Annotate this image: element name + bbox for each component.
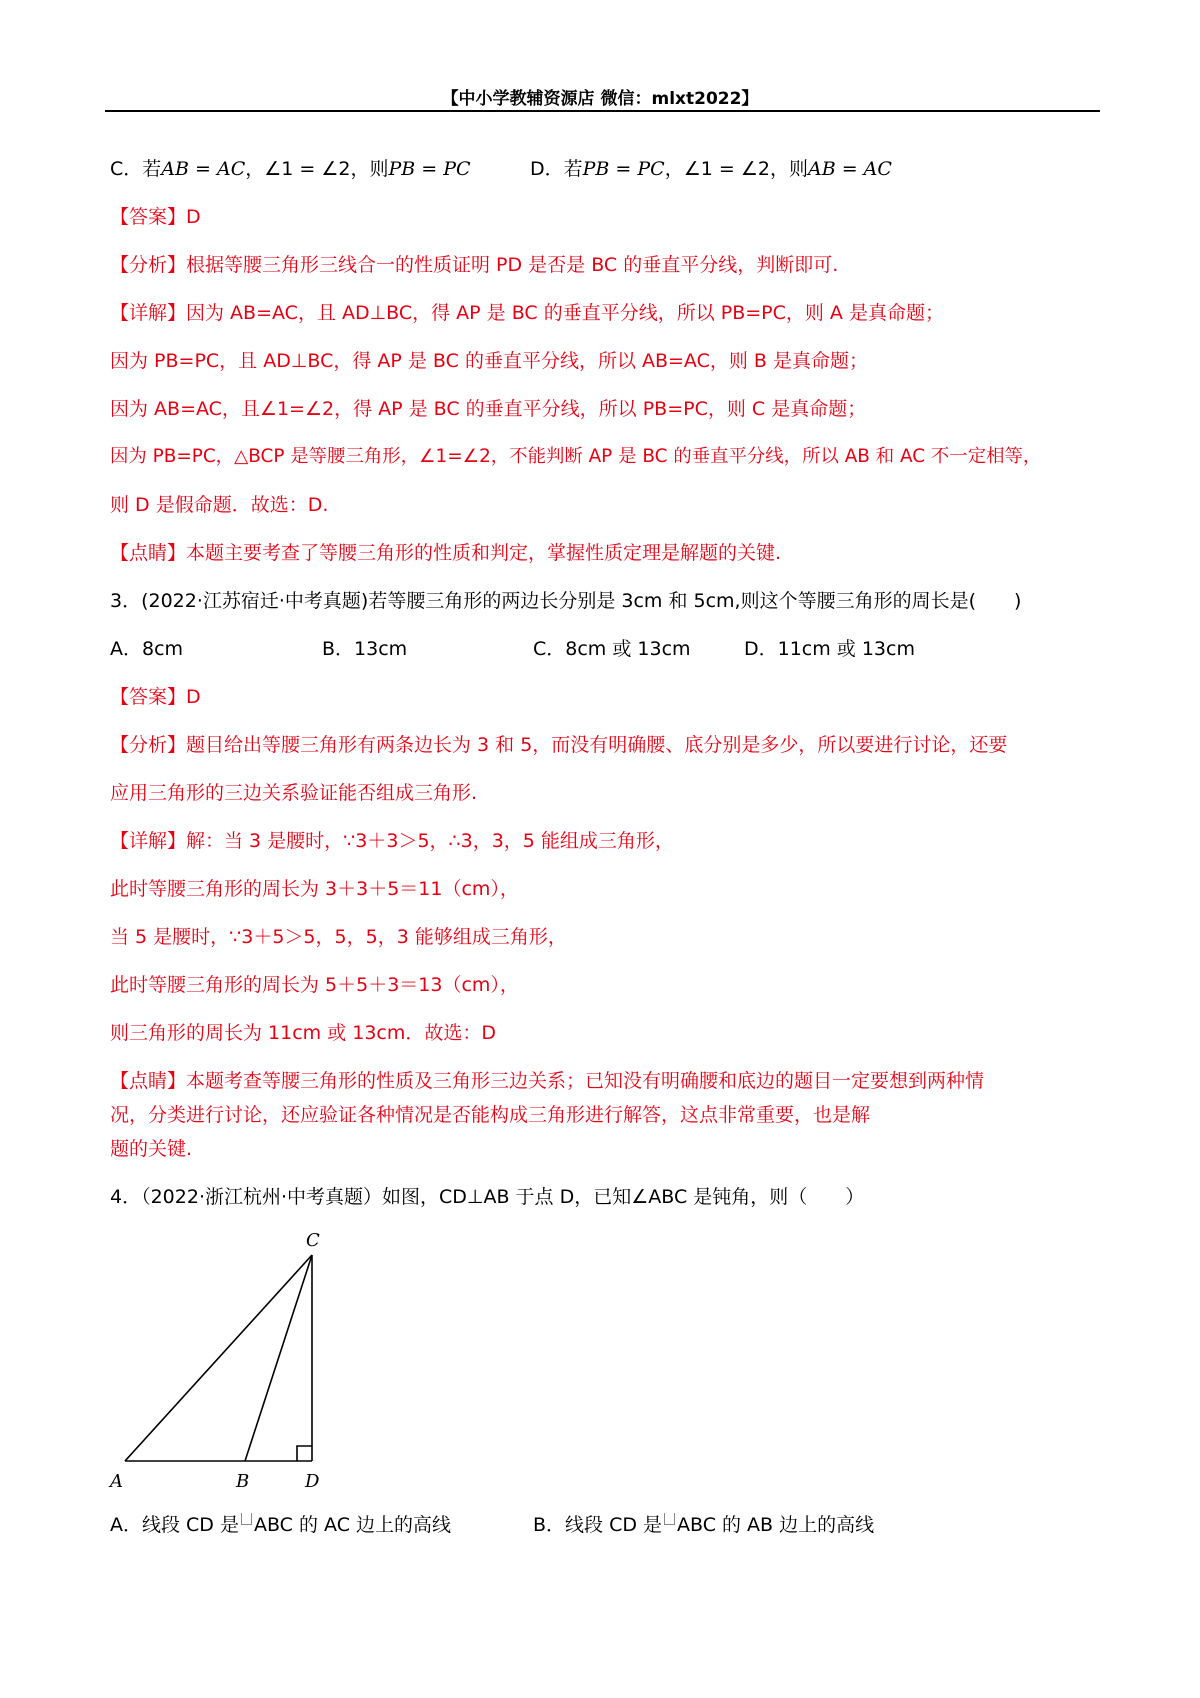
q2-option-d: D．若PB = PC，∠1 = ∠2，则AB = AC bbox=[530, 158, 892, 180]
q2-detail-4: 因为 PB=PC，△BCP 是等腰三角形，∠1=∠2，不能判断 AP 是 BC 的垂直平分线，所以 AB 和 AC 不一定相等， bbox=[110, 446, 1042, 467]
q2-detail-1: 【详解】因为 AB=AC，且 AD⊥BC，得 AP 是 BC 的垂直平分线，所以 PB=PC，则 A 是真命题； bbox=[110, 302, 944, 324]
q3-option-a: A．8cm bbox=[110, 638, 184, 660]
q2-analysis: 【分析】根据等腰三角形三线合一的性质证明 PD 是否是 BC 的垂直平分线，判断即可. bbox=[110, 254, 839, 276]
q2-option-c: C．若AB = AC，∠1 = ∠2，则PB = PC bbox=[110, 158, 471, 180]
q2-detail-3: 因为 AB=AC，且∠1=∠2，得 AP 是 BC 的垂直平分线，所以 PB=PC，则 C 是真命题； bbox=[110, 398, 867, 420]
q2-detail-2: 因为 PB=PC，且 AD⊥BC，得 AP 是 BC 的垂直平分线，所以 AB=AC，则 B 是真命题； bbox=[110, 350, 868, 372]
label-c: C bbox=[306, 1230, 320, 1251]
page-header: 【中小学教辅资源店 微信：mlxt2022】 bbox=[441, 89, 759, 109]
q3-detail-4: 此时等腰三角形的周长为 5＋5＋3＝13（cm）， bbox=[110, 974, 519, 996]
q3-comment-3: 题的关键. bbox=[110, 1138, 193, 1160]
q2-answer: 【答案】D bbox=[110, 206, 201, 228]
q3-stem: 3．(2022·江苏宿迁·中考真题)若等腰三角形的两边长分别是 3cm 和 5cm,则这个等腰三角形的周长是( ) bbox=[110, 590, 1022, 612]
q3-comment-2: 况，分类进行讨论，还应验证各种情况是否能构成三角形进行解答，这点非常重要，也是解 bbox=[110, 1104, 871, 1126]
label-d: D bbox=[305, 1471, 320, 1492]
q3-detail-5: 则三角形的周长为 11cm 或 13cm．故选：D bbox=[110, 1022, 497, 1044]
q3-option-c: C．8cm 或 13cm bbox=[533, 638, 691, 660]
q4-stem: 4．（2022·浙江杭州·中考真题）如图，CD⊥AB 于点 D，已知∠ABC 是钝角，则（ ） bbox=[110, 1186, 865, 1208]
q4-option-a: A．线段 CD 是 ABC 的 AC 边上的高线 bbox=[110, 1514, 451, 1536]
q2-comment: 【点睛】本题主要考查了等腰三角形的性质和判定，掌握性质定理是解题的关键. bbox=[110, 542, 782, 564]
q3-option-b: B．13cm bbox=[322, 638, 408, 660]
right-angle-mark bbox=[297, 1446, 312, 1461]
q3-detail-2: 此时等腰三角形的周长为 3＋3＋5＝11（cm）， bbox=[110, 878, 519, 900]
q3-comment-1: 【点睛】本题考查等腰三角形的性质及三角形三边关系；已知没有明确腰和底边的题目一定要想到两种情 bbox=[110, 1070, 985, 1092]
label-b: B bbox=[236, 1471, 250, 1492]
label-a: A bbox=[110, 1471, 123, 1492]
q3-analysis-1: 【分析】题目给出等腰三角形有两条边长为 3 和 5，而没有明确腰、底分别是多少，所以要进行讨论，还要 bbox=[110, 734, 1008, 756]
triangle-symbol-icon bbox=[664, 1513, 675, 1525]
q3-option-d: D．11cm 或 13cm bbox=[744, 638, 915, 660]
q3-analysis-2: 应用三角形的三边关系验证能否组成三角形. bbox=[110, 782, 478, 804]
q3-answer: 【答案】D bbox=[110, 686, 201, 708]
segment-ac bbox=[125, 1255, 312, 1461]
triangle-symbol-icon bbox=[241, 1513, 252, 1525]
segment-bc bbox=[245, 1255, 312, 1461]
q3-detail-1: 【详解】解：当 3 是腰时，∵3＋3＞5，∴3，3，5 能组成三角形， bbox=[110, 830, 674, 852]
q2-detail-5: 则 D 是假命题．故选：D. bbox=[110, 494, 329, 516]
q3-detail-3: 当 5 是腰时，∵3＋5＞5，5，5，3 能够组成三角形， bbox=[110, 926, 567, 948]
q4-option-b: B．线段 CD 是 ABC 的 AB 边上的高线 bbox=[533, 1514, 875, 1536]
